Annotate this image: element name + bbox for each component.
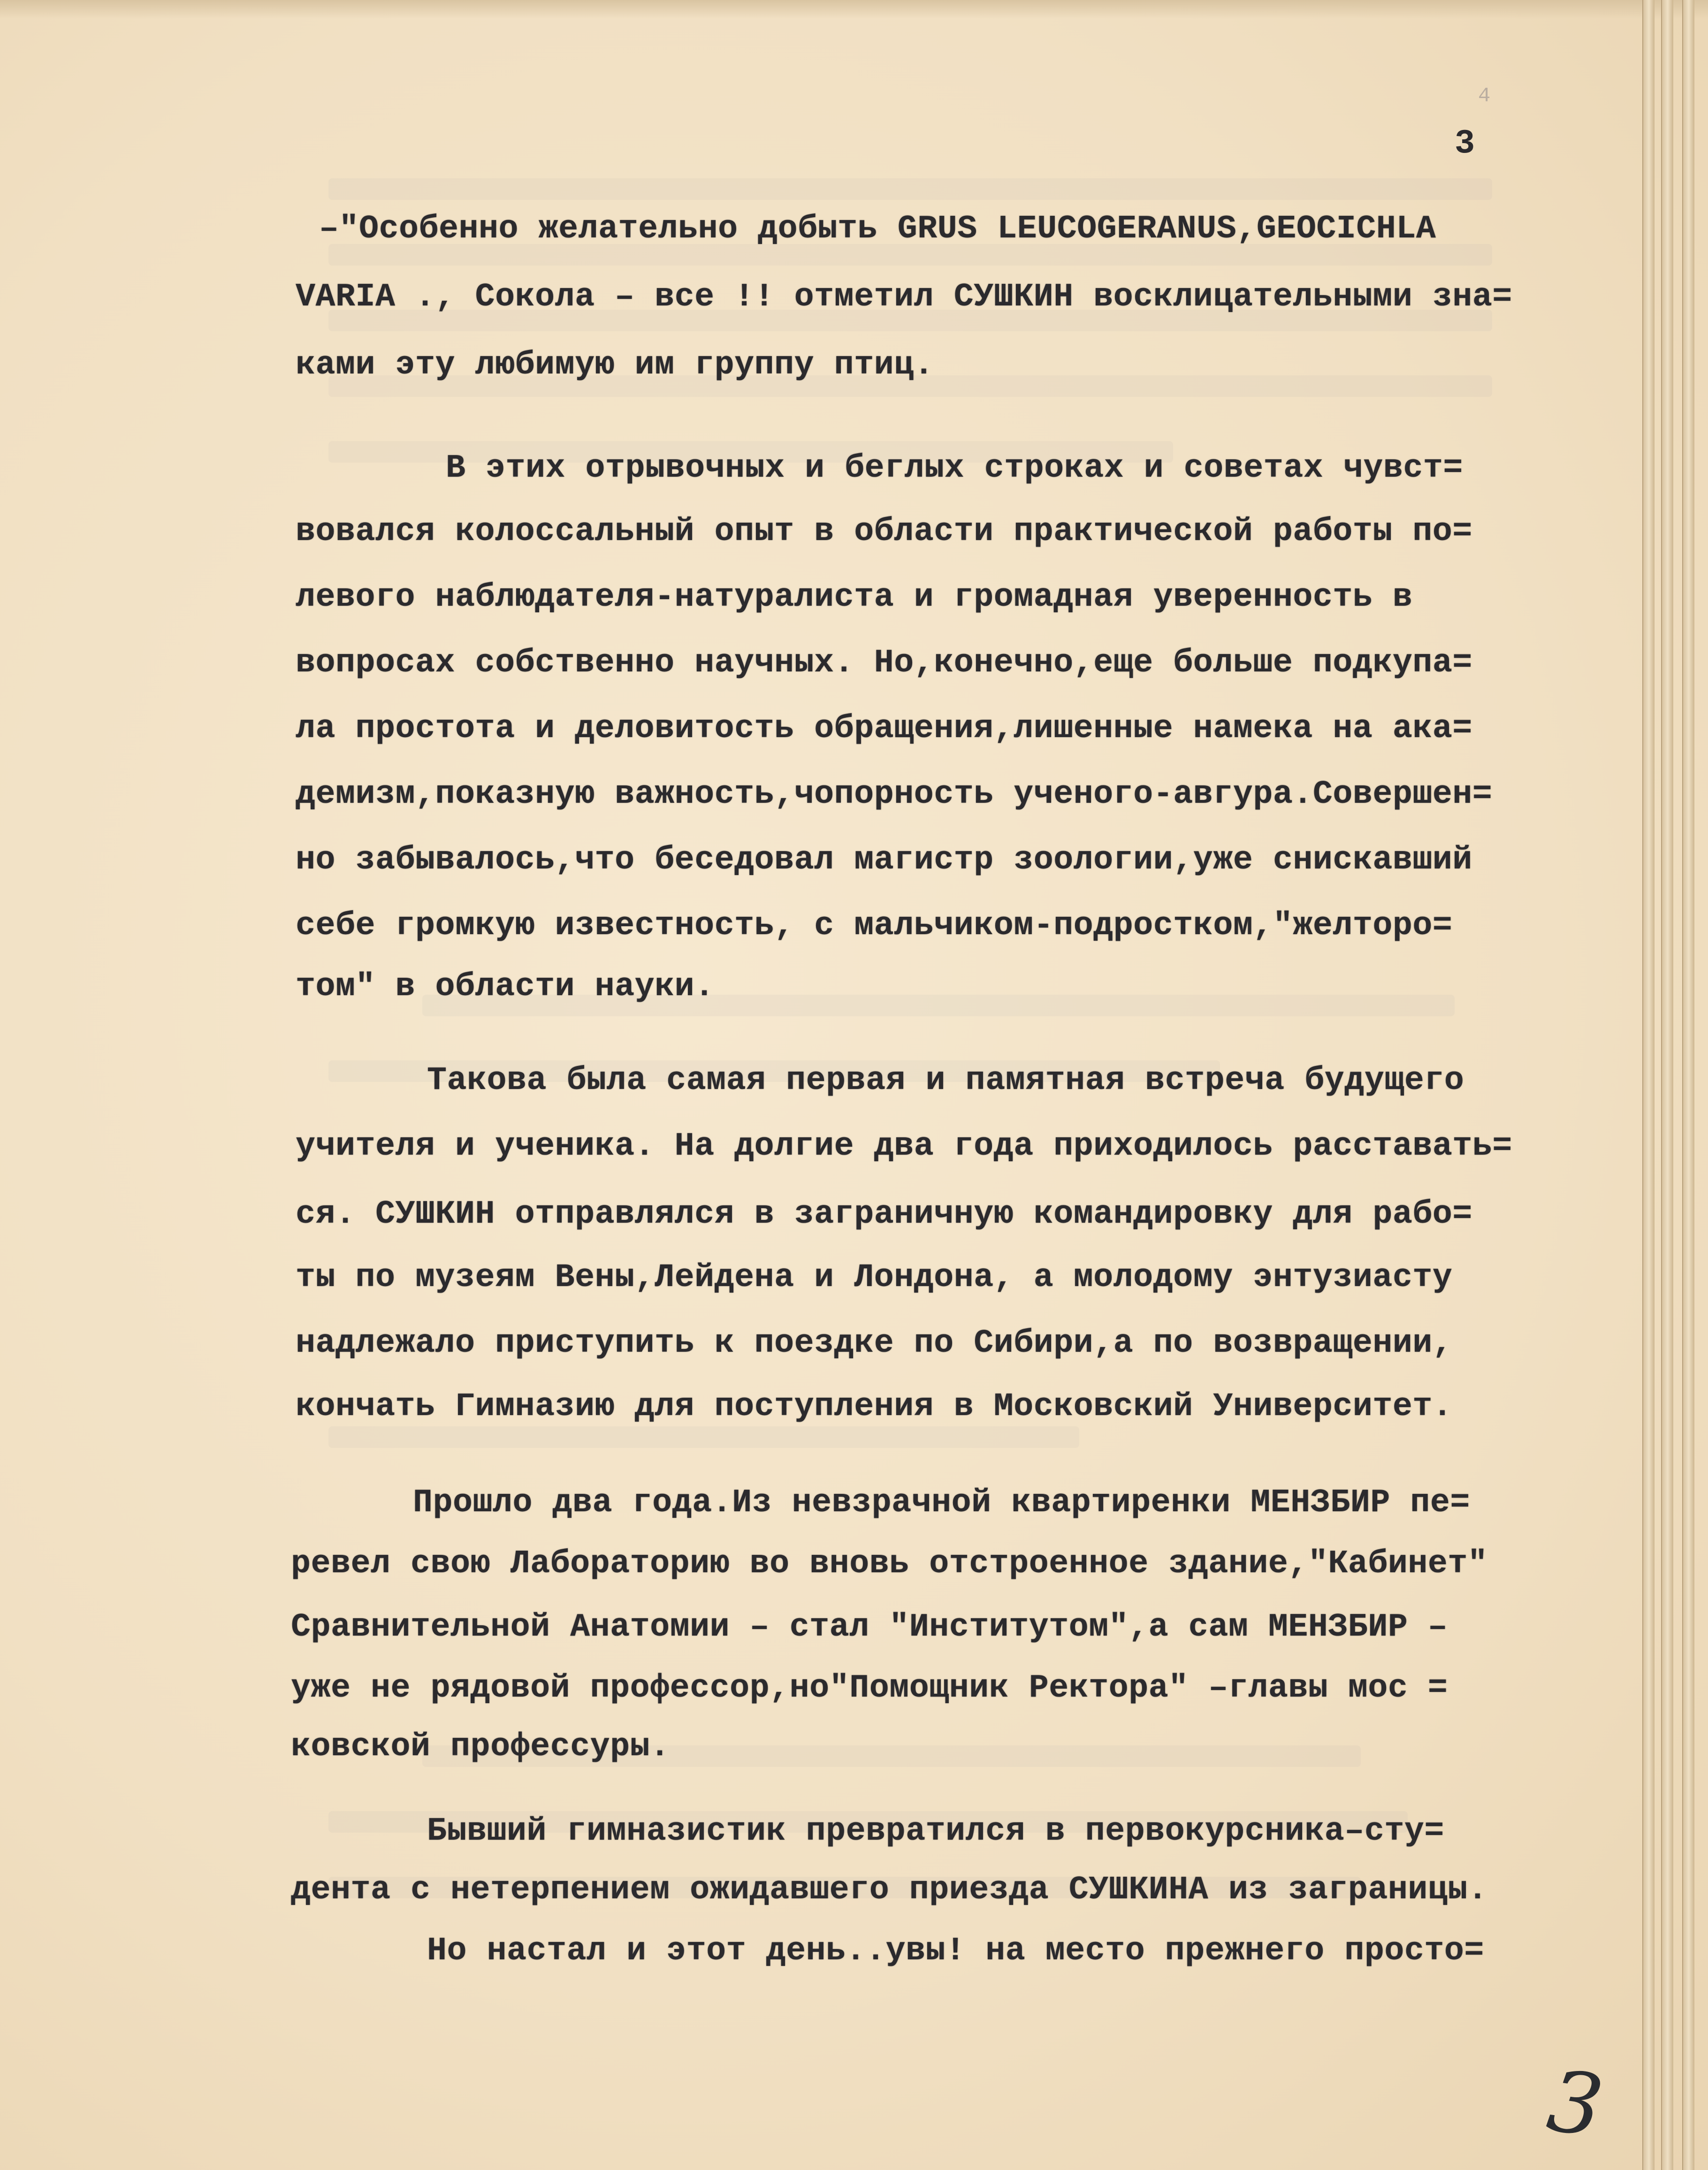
text-line: вовался колоссальный опыт в области практической работы по= xyxy=(296,513,1472,550)
text-line: ла простота и деловитость обращения,лишенные намека на ака= xyxy=(296,710,1472,747)
text-line: VARIA ., Сокола – все !! отметил СУШКИН восклицательными зна= xyxy=(296,279,1512,316)
text-line: левого наблюдателя-натуралиста и громадная уверенность в xyxy=(296,579,1413,616)
text-line: ся. СУШКИН отправлялся в заграничную командировку для рабо= xyxy=(296,1196,1472,1233)
page-stack-edge-3 xyxy=(1682,0,1694,2170)
text-line: В этих отрывочных и беглых строках и советах чувст= xyxy=(446,450,1463,487)
text-line: уже не рядовой профессор,но"Помощник Ректора" –главы мос = xyxy=(291,1670,1448,1707)
text-line: Сравнительной Анатомии – стал "Институтом",а сам МЕНЗБИР – xyxy=(291,1609,1448,1646)
text-line: ками эту любимую им группу птиц. xyxy=(296,347,934,384)
text-line: себе громкую известность, с мальчиком-подростком,"желторо= xyxy=(296,907,1453,944)
text-line: том" в области науки. xyxy=(296,968,715,1005)
text-line: демизм,показную важность,чопорность ученого-авгура.Совершен= xyxy=(296,776,1493,813)
text-line: ты по музеям Вены,Лейдена и Лондона, а молодому энтузиасту xyxy=(296,1259,1453,1296)
text-line: Но настал и этот день..увы! на место прежнего просто= xyxy=(427,1933,1484,1970)
text-line: ковской профессуры. xyxy=(291,1728,670,1766)
text-line: надлежало приступить к поездке по Сибири,а по возвращении, xyxy=(296,1325,1453,1362)
text-line: дента с нетерпением ожидавшего приезда СУШКИНА из заграницы. xyxy=(291,1872,1488,1909)
text-line: ревел свою Лабораторию во вновь отстроенное здание,"Кабинет" xyxy=(291,1546,1488,1583)
text-line: вопросах собственно научных. Но,конечно,еще больше подкупа= xyxy=(296,645,1472,682)
typed-page-number: 3 xyxy=(1455,124,1475,163)
faint-corner-mark: 4 xyxy=(1478,84,1491,108)
text-line: Бывший гимназистик превратился в первокурсника–сту= xyxy=(427,1813,1444,1850)
top-shadow xyxy=(0,0,1708,19)
handwritten-page-number: 3 xyxy=(1542,2052,1609,2156)
text-line: –"Особенно желательно добыть GRUS LEUCOGERANUS,GEOCICHLA xyxy=(319,211,1436,248)
text-line: Прошло два года.Из невзрачной квартиренки МЕНЗБИР пе= xyxy=(413,1485,1470,1522)
text-line: Такова была самая первая и памятная встреча будущего xyxy=(427,1062,1464,1099)
text-line: кончать Гимназию для поступления в Московский Университет. xyxy=(296,1388,1453,1425)
text-line: но забывалось,что беседовал магистр зоологии,уже снискавший xyxy=(296,842,1472,879)
text-line: учителя и ученика. На долгие два года приходилось расставать= xyxy=(296,1128,1512,1165)
